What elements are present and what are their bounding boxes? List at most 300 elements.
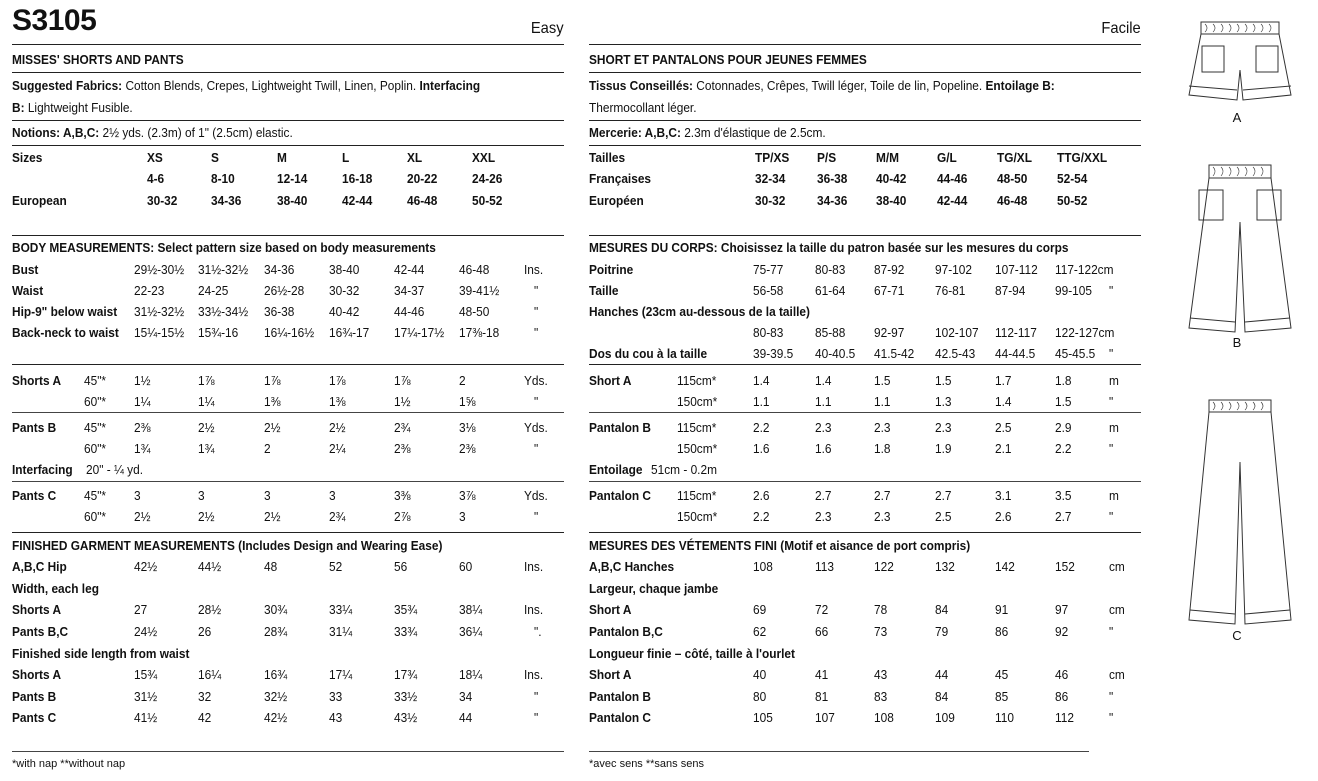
yardage-value: 1¼ bbox=[134, 394, 151, 409]
size-header-fr: TG/XL bbox=[997, 150, 1032, 165]
finished-value-fr: 97 bbox=[1055, 602, 1069, 617]
body-row-value: 24-25 bbox=[198, 283, 229, 298]
fabrics-line: Suggested Fabrics: Cotton Blends, Crepes, Lightweight Twill, Linen, Poplin. Interfacing bbox=[12, 78, 481, 93]
yardage-row-label: Interfacing bbox=[12, 462, 73, 477]
francaises-size: 48-50 bbox=[997, 171, 1028, 186]
body-row-value: 40-42 bbox=[329, 304, 360, 319]
finished-value: 33½ bbox=[394, 689, 418, 704]
yardage-value-fr: 2.5 bbox=[995, 420, 1012, 435]
pants-b-drawing bbox=[1189, 165, 1291, 332]
yardage-row-label: Pants B bbox=[12, 420, 57, 435]
finished-value-fr: 62 bbox=[753, 624, 767, 639]
size-number: 24-26 bbox=[472, 171, 503, 186]
body-row-value-fr: 92-97 bbox=[874, 325, 905, 340]
finished-value: 42½ bbox=[134, 559, 158, 574]
yardage-row-label-fr: Pantalon C bbox=[589, 488, 651, 503]
yardage-width: 45"* bbox=[84, 488, 107, 503]
body-row-unit-fr: " bbox=[1109, 346, 1114, 361]
finished-value-fr: 86 bbox=[1055, 689, 1069, 704]
finished-value: 43½ bbox=[394, 710, 418, 725]
european-size-fr: 42-44 bbox=[937, 193, 968, 208]
francaises-label: Françaises bbox=[589, 171, 652, 186]
view-label-a: A bbox=[1232, 110, 1242, 125]
yardage-value-fr: 1.4 bbox=[753, 373, 770, 388]
finished-value-fr: 107 bbox=[815, 710, 835, 725]
finished-value: 33 bbox=[329, 689, 343, 704]
finished-value: 28½ bbox=[198, 602, 222, 617]
body-row-value: 34-37 bbox=[394, 283, 425, 298]
body-row-value: 48-50 bbox=[459, 304, 490, 319]
divider bbox=[12, 145, 564, 146]
size-header-fr: P/S bbox=[817, 150, 837, 165]
size-header: XXL bbox=[472, 150, 496, 165]
finished-value: 56 bbox=[394, 559, 408, 574]
finished-value-fr: 44 bbox=[935, 667, 949, 682]
yardage-value: 2⅜ bbox=[394, 441, 411, 456]
finished-unit: Ins. bbox=[524, 602, 544, 617]
yardage-unit-fr: " bbox=[1109, 509, 1114, 524]
body-row-value-fr: 112-117 bbox=[995, 325, 1037, 340]
finished-unit: " bbox=[534, 710, 539, 725]
finished-row-label-fr: Longueur finie – côté, taille à l'ourlet bbox=[589, 646, 795, 661]
yardage-value-fr: 1.1 bbox=[815, 394, 832, 409]
yardage-value-fr: 2.3 bbox=[874, 420, 891, 435]
european-size: 38-40 bbox=[277, 193, 308, 208]
yardage-unit: Yds. bbox=[524, 488, 548, 503]
body-row-value-fr: 87-92 bbox=[874, 262, 905, 277]
finished-value: 16¾ bbox=[264, 667, 288, 682]
finished-row-label-fr: Pantalon B,C bbox=[589, 624, 663, 639]
finished-row-label-fr: A,B,C Hanches bbox=[589, 559, 675, 574]
european-label-fr: Européen bbox=[589, 193, 644, 208]
divider bbox=[589, 532, 1141, 533]
divider bbox=[589, 235, 1141, 236]
yardage-width-fr: 51cm - 0.2m bbox=[651, 462, 717, 477]
yardage-width: 45"* bbox=[84, 373, 107, 388]
yardage-width: 60"* bbox=[84, 394, 107, 409]
body-row-label: Waist bbox=[12, 283, 44, 298]
finished-heading-fr: MESURES DES VÉTEMENTS FINI (Motif et aisance de port compris) bbox=[589, 538, 971, 553]
body-row-value-fr: 76-81 bbox=[935, 283, 966, 298]
size-header: XS bbox=[147, 150, 163, 165]
yardage-value-fr: 1.6 bbox=[753, 441, 770, 456]
finished-value-fr: 105 bbox=[753, 710, 773, 725]
yardage-value: 1⅞ bbox=[264, 373, 281, 388]
body-row-label-fr: Taille bbox=[589, 283, 619, 298]
size-number: 16-18 bbox=[342, 171, 373, 186]
yardage-value: 1⅞ bbox=[329, 373, 346, 388]
finished-value: 44 bbox=[459, 710, 473, 725]
finished-row-label-fr: Largeur, chaque jambe bbox=[589, 581, 719, 596]
yardage-value-fr: 2.7 bbox=[874, 488, 891, 503]
body-row-value: 44-46 bbox=[394, 304, 425, 319]
yardage-value-fr: 1.8 bbox=[874, 441, 891, 456]
divider bbox=[589, 412, 1141, 413]
section-title: MISSES' SHORTS AND PANTS bbox=[12, 52, 184, 67]
yardage-value-fr: 2.3 bbox=[874, 509, 891, 524]
body-row-value: 15¾-16 bbox=[198, 325, 239, 340]
finished-value-fr: 152 bbox=[1055, 559, 1075, 574]
finished-value-fr: 81 bbox=[815, 689, 829, 704]
body-row-value: 31½-32½ bbox=[198, 262, 249, 277]
body-row-value: 22-23 bbox=[134, 283, 165, 298]
finished-value-fr: 122 bbox=[874, 559, 894, 574]
body-row-value-fr: 45-45.5 bbox=[1055, 346, 1096, 361]
difficulty-level-fr: Facile bbox=[1101, 20, 1141, 37]
yardage-row-label: Shorts A bbox=[12, 373, 62, 388]
finished-row-label-fr: Short A bbox=[589, 667, 632, 682]
divider bbox=[589, 120, 1141, 121]
european-size: 50-52 bbox=[472, 193, 503, 208]
yardage-value: 2⅜ bbox=[134, 420, 151, 435]
yardage-value-fr: 2.3 bbox=[935, 420, 952, 435]
yardage-value-fr: 1.4 bbox=[815, 373, 832, 388]
finished-value-fr: 85 bbox=[995, 689, 1009, 704]
yardage-value-fr: 2.2 bbox=[753, 509, 770, 524]
body-row-value: 36-38 bbox=[264, 304, 295, 319]
finished-value-fr: 43 bbox=[874, 667, 888, 682]
size-number: 12-14 bbox=[277, 171, 308, 186]
yardage-row-label-fr: Short A bbox=[589, 373, 632, 388]
european-size: 34-36 bbox=[211, 193, 242, 208]
finished-value-fr: 92 bbox=[1055, 624, 1069, 639]
footnote-fr: *avec sens **sans sens bbox=[589, 758, 704, 770]
finished-value-fr: 80 bbox=[753, 689, 767, 704]
francaises-size: 32-34 bbox=[755, 171, 786, 186]
yardage-value-fr: 2.7 bbox=[935, 488, 952, 503]
divider bbox=[589, 751, 1089, 752]
body-row-value-fr: 44-44.5 bbox=[995, 346, 1036, 361]
body-row-label-fr: Poitrine bbox=[589, 262, 634, 277]
finished-value-fr: 110 bbox=[995, 710, 1014, 725]
yardage-value: 1½ bbox=[394, 394, 411, 409]
yardage-unit: Yds. bbox=[524, 420, 548, 435]
yardage-value-fr: 2.6 bbox=[753, 488, 770, 503]
yardage-value: 3 bbox=[329, 488, 336, 503]
yardage-value: 1¼ bbox=[198, 394, 215, 409]
yardage-value-fr: 1.6 bbox=[815, 441, 832, 456]
finished-value: 33¾ bbox=[394, 624, 418, 639]
yardage-value-fr: 1.3 bbox=[935, 394, 952, 409]
finished-value: 27 bbox=[134, 602, 148, 617]
yardage-value: 2½ bbox=[264, 420, 281, 435]
yardage-value: 2½ bbox=[264, 509, 281, 524]
yardage-value: 2¾ bbox=[329, 509, 346, 524]
francaises-size: 44-46 bbox=[937, 171, 968, 186]
yardage-width-fr: 150cm* bbox=[677, 441, 718, 456]
yardage-unit-fr: m bbox=[1109, 420, 1119, 435]
technical-drawings bbox=[1175, 0, 1305, 781]
yardage-row-label-fr: Entoilage bbox=[589, 462, 643, 477]
body-row-value: 29½-30½ bbox=[134, 262, 185, 277]
divider bbox=[589, 72, 1141, 73]
european-size-fr: 50-52 bbox=[1057, 193, 1088, 208]
yardage-value: 3⅛ bbox=[459, 420, 476, 435]
finished-row-label-fr: Short A bbox=[589, 602, 632, 617]
yardage-value-fr: 1.5 bbox=[935, 373, 952, 388]
yardage-value-fr: 1.5 bbox=[874, 373, 891, 388]
finished-value: 15¾ bbox=[134, 667, 158, 682]
yardage-value-fr: 1.7 bbox=[995, 373, 1012, 388]
yardage-value: 1⅜ bbox=[264, 394, 281, 409]
body-row-label-fr: Hanches (23cm au-dessous de la taille) bbox=[589, 304, 810, 319]
body-row-value: 34-36 bbox=[264, 262, 295, 277]
body-row-value: 17¼-17½ bbox=[394, 325, 445, 340]
body-row-value-fr: 80-83 bbox=[753, 325, 784, 340]
interfacing-line: B: Lightweight Fusible. bbox=[12, 100, 133, 115]
body-row-value: 17⅜-18 bbox=[459, 325, 500, 340]
finished-value: 17¾ bbox=[394, 667, 418, 682]
size-header: M bbox=[277, 150, 287, 165]
yardage-value: 3 bbox=[459, 509, 466, 524]
sizes-label-fr: Tailles bbox=[589, 150, 626, 165]
size-header: L bbox=[342, 150, 350, 165]
yardage-value-fr: 2.6 bbox=[995, 509, 1012, 524]
finished-row-label-fr: Pantalon B bbox=[589, 689, 651, 704]
yardage-value: 3⅜ bbox=[394, 488, 411, 503]
francaises-size: 52-54 bbox=[1057, 171, 1088, 186]
body-row-label: Back-neck to waist bbox=[12, 325, 119, 340]
european-size-fr: 46-48 bbox=[997, 193, 1028, 208]
size-header-fr: G/L bbox=[937, 150, 957, 165]
european-size-fr: 30-32 bbox=[755, 193, 786, 208]
finished-unit-fr: " bbox=[1109, 624, 1114, 639]
body-row-value: 30-32 bbox=[329, 283, 360, 298]
body-measurements-heading: BODY MEASUREMENTS: Select pattern size based on body measurements bbox=[12, 240, 436, 255]
european-size: 46-48 bbox=[407, 193, 438, 208]
yardage-unit-fr: m bbox=[1109, 373, 1119, 388]
body-row-value-fr: 40-40.5 bbox=[815, 346, 856, 361]
body-row-value: 33½-34½ bbox=[198, 304, 249, 319]
finished-value: 60 bbox=[459, 559, 473, 574]
finished-value-fr: 83 bbox=[874, 689, 888, 704]
finished-unit: ". bbox=[534, 624, 542, 639]
finished-value-fr: 84 bbox=[935, 689, 949, 704]
european-size-fr: 38-40 bbox=[876, 193, 907, 208]
yardage-value: 2½ bbox=[134, 509, 151, 524]
yardage-value: 3⅞ bbox=[459, 488, 476, 503]
footnote: *with nap **without nap bbox=[12, 758, 126, 770]
divider bbox=[12, 72, 564, 73]
body-row-value-fr: 80-83 bbox=[815, 262, 846, 277]
european-label: European bbox=[12, 193, 67, 208]
difficulty-level: Easy bbox=[531, 20, 564, 37]
body-row-value-fr: 97-102 bbox=[935, 262, 972, 277]
finished-value-fr: 46 bbox=[1055, 667, 1069, 682]
finished-value: 35¾ bbox=[394, 602, 418, 617]
yardage-value: 1⅞ bbox=[198, 373, 215, 388]
yardage-value-fr: 2.3 bbox=[815, 420, 832, 435]
divider bbox=[12, 120, 564, 121]
view-label-c: C bbox=[1232, 628, 1242, 643]
finished-value: 38¼ bbox=[459, 602, 483, 617]
finished-row-label: A,B,C Hip bbox=[12, 559, 67, 574]
body-row-value: 15¼-15½ bbox=[134, 325, 185, 340]
francaises-size: 36-38 bbox=[817, 171, 848, 186]
yardage-value: 1⅞ bbox=[394, 373, 411, 388]
yardage-width-fr: 150cm* bbox=[677, 394, 718, 409]
finished-value: 26 bbox=[198, 624, 212, 639]
body-measurements-heading-fr: MESURES DU CORPS: Choisissez la taille du patron basée sur les mesures du corps bbox=[589, 240, 1069, 255]
finished-value-fr: 91 bbox=[995, 602, 1009, 617]
body-row-value-fr: 39-39.5 bbox=[753, 346, 794, 361]
yardage-value-fr: 1.9 bbox=[935, 441, 952, 456]
finished-unit-fr: cm bbox=[1109, 667, 1125, 682]
finished-value: 17¼ bbox=[329, 667, 353, 682]
finished-value: 24½ bbox=[134, 624, 158, 639]
divider bbox=[12, 364, 564, 365]
finished-row-label: Pants C bbox=[12, 710, 57, 725]
divider bbox=[12, 481, 564, 482]
finished-value: 30¾ bbox=[264, 602, 288, 617]
body-row-unit: " bbox=[534, 304, 539, 319]
finished-unit-fr: cm bbox=[1109, 559, 1125, 574]
yardage-value: 1½ bbox=[134, 373, 151, 388]
body-row-value: 42-44 bbox=[394, 262, 425, 277]
finished-value: 42 bbox=[198, 710, 212, 725]
finished-row-label: Shorts A bbox=[12, 667, 62, 682]
body-row-value-fr: 61-64 bbox=[815, 283, 846, 298]
yardage-width: 60"* bbox=[84, 441, 107, 456]
divider bbox=[12, 412, 564, 413]
body-row-value: 26½-28 bbox=[264, 283, 305, 298]
finished-value: 31½ bbox=[134, 689, 158, 704]
yardage-value: 2¼ bbox=[329, 441, 346, 456]
finished-value: 28¾ bbox=[264, 624, 288, 639]
body-row-value: 46-48 bbox=[459, 262, 490, 277]
body-row-unit: " bbox=[534, 325, 539, 340]
finished-value-fr: 132 bbox=[935, 559, 955, 574]
yardage-value-fr: 1.5 bbox=[1055, 394, 1072, 409]
yardage-value-fr: 2.7 bbox=[815, 488, 832, 503]
finished-value: 43 bbox=[329, 710, 343, 725]
size-header-fr: M/M bbox=[876, 150, 900, 165]
divider bbox=[12, 532, 564, 533]
finished-value: 32 bbox=[198, 689, 212, 704]
body-row-value-fr: 102-107 bbox=[935, 325, 979, 340]
yardage-row-label: Pants C bbox=[12, 488, 57, 503]
divider bbox=[589, 44, 1141, 45]
yardage-value: 1⅜ bbox=[329, 394, 346, 409]
size-number: 4-6 bbox=[147, 171, 165, 186]
body-row-value: 39-41½ bbox=[459, 283, 500, 298]
yardage-value: 3 bbox=[264, 488, 271, 503]
european-size: 42-44 bbox=[342, 193, 373, 208]
yardage-value-fr: 2.7 bbox=[1055, 509, 1072, 524]
body-row-value-fr: 122-127cm bbox=[1055, 325, 1115, 340]
finished-value-fr: 78 bbox=[874, 602, 888, 617]
yardage-unit-fr: " bbox=[1109, 394, 1114, 409]
yardage-width: 45"* bbox=[84, 420, 107, 435]
yardage-value-fr: 1.8 bbox=[1055, 373, 1072, 388]
yardage-value: 2⅞ bbox=[394, 509, 411, 524]
yardage-width-fr: 150cm* bbox=[677, 509, 718, 524]
finished-row-label: Width, each leg bbox=[12, 581, 99, 596]
sizes-label: Sizes bbox=[12, 150, 43, 165]
yardage-value: 3 bbox=[134, 488, 141, 503]
finished-row-label: Pants B bbox=[12, 689, 57, 704]
size-number: 8-10 bbox=[211, 171, 235, 186]
yardage-value-fr: 2.3 bbox=[815, 509, 832, 524]
finished-value: 42½ bbox=[264, 710, 288, 725]
finished-value-fr: 73 bbox=[874, 624, 888, 639]
divider bbox=[12, 751, 564, 752]
francaises-size: 40-42 bbox=[876, 171, 907, 186]
finished-unit: Ins. bbox=[524, 667, 544, 682]
pants-c-drawing bbox=[1189, 400, 1291, 624]
yardage-value: 2½ bbox=[329, 420, 346, 435]
body-row-value-fr: 99-105 bbox=[1055, 283, 1092, 298]
finished-value: 41½ bbox=[134, 710, 158, 725]
finished-value: 16¼ bbox=[198, 667, 222, 682]
european-size: 30-32 bbox=[147, 193, 178, 208]
divider bbox=[589, 145, 1141, 146]
view-label-b: B bbox=[1232, 335, 1242, 350]
interfacing-line-fr: Thermocollant léger. bbox=[589, 100, 697, 115]
notions-line-fr: Mercerie: A,B,C: 2.3m d'élastique de 2.5cm. bbox=[589, 125, 826, 140]
yardage-row-label-fr: Pantalon B bbox=[589, 420, 651, 435]
finished-value-fr: 109 bbox=[935, 710, 955, 725]
yardage-value-fr: 1.4 bbox=[995, 394, 1012, 409]
yardage-width: 20" - ¼ yd. bbox=[86, 462, 143, 477]
finished-value: 31¼ bbox=[329, 624, 353, 639]
finished-unit-fr: cm bbox=[1109, 602, 1125, 617]
finished-value: 32½ bbox=[264, 689, 288, 704]
finished-value-fr: 45 bbox=[995, 667, 1009, 682]
yardage-value: 2¾ bbox=[394, 420, 411, 435]
yardage-value: 2½ bbox=[198, 509, 215, 524]
finished-value-fr: 108 bbox=[753, 559, 773, 574]
size-header-fr: TTG/XXL bbox=[1057, 150, 1108, 165]
yardage-value: 2 bbox=[264, 441, 271, 456]
yardage-value: 2⅜ bbox=[459, 441, 476, 456]
body-row-value-fr: 75-77 bbox=[753, 262, 784, 277]
yardage-width-fr: 115cm* bbox=[677, 373, 717, 388]
finished-unit-fr: " bbox=[1109, 710, 1114, 725]
body-row-unit: Ins. bbox=[524, 262, 544, 277]
finished-unit-fr: " bbox=[1109, 689, 1114, 704]
yardage-value-fr: 1.1 bbox=[753, 394, 770, 409]
body-row-unit-fr: " bbox=[1109, 283, 1114, 298]
finished-value: 34 bbox=[459, 689, 473, 704]
european-size-fr: 34-36 bbox=[817, 193, 848, 208]
yardage-width-fr: 115cm* bbox=[677, 488, 717, 503]
finished-unit: " bbox=[534, 689, 539, 704]
finished-row-label: Finished side length from waist bbox=[12, 646, 190, 661]
finished-value: 48 bbox=[264, 559, 278, 574]
pattern-code: S3105 bbox=[12, 4, 97, 37]
body-row-value-fr: 67-71 bbox=[874, 283, 905, 298]
size-header-fr: TP/XS bbox=[755, 150, 790, 165]
finished-row-label: Shorts A bbox=[12, 602, 62, 617]
yardage-value-fr: 2.5 bbox=[935, 509, 952, 524]
finished-value-fr: 69 bbox=[753, 602, 767, 617]
finished-value-fr: 72 bbox=[815, 602, 829, 617]
finished-row-label-fr: Pantalon C bbox=[589, 710, 651, 725]
body-row-value: 16¾-17 bbox=[329, 325, 370, 340]
finished-value-fr: 113 bbox=[815, 559, 834, 574]
finished-value-fr: 79 bbox=[935, 624, 949, 639]
yardage-value-fr: 2.9 bbox=[1055, 420, 1072, 435]
yardage-unit: " bbox=[534, 509, 539, 524]
yardage-value: 1¾ bbox=[134, 441, 151, 456]
finished-value-fr: 112 bbox=[1055, 710, 1074, 725]
size-number: 20-22 bbox=[407, 171, 438, 186]
yardage-value: 2½ bbox=[198, 420, 215, 435]
yardage-unit-fr: " bbox=[1109, 441, 1114, 456]
divider bbox=[12, 235, 564, 236]
yardage-value: 2 bbox=[459, 373, 466, 388]
